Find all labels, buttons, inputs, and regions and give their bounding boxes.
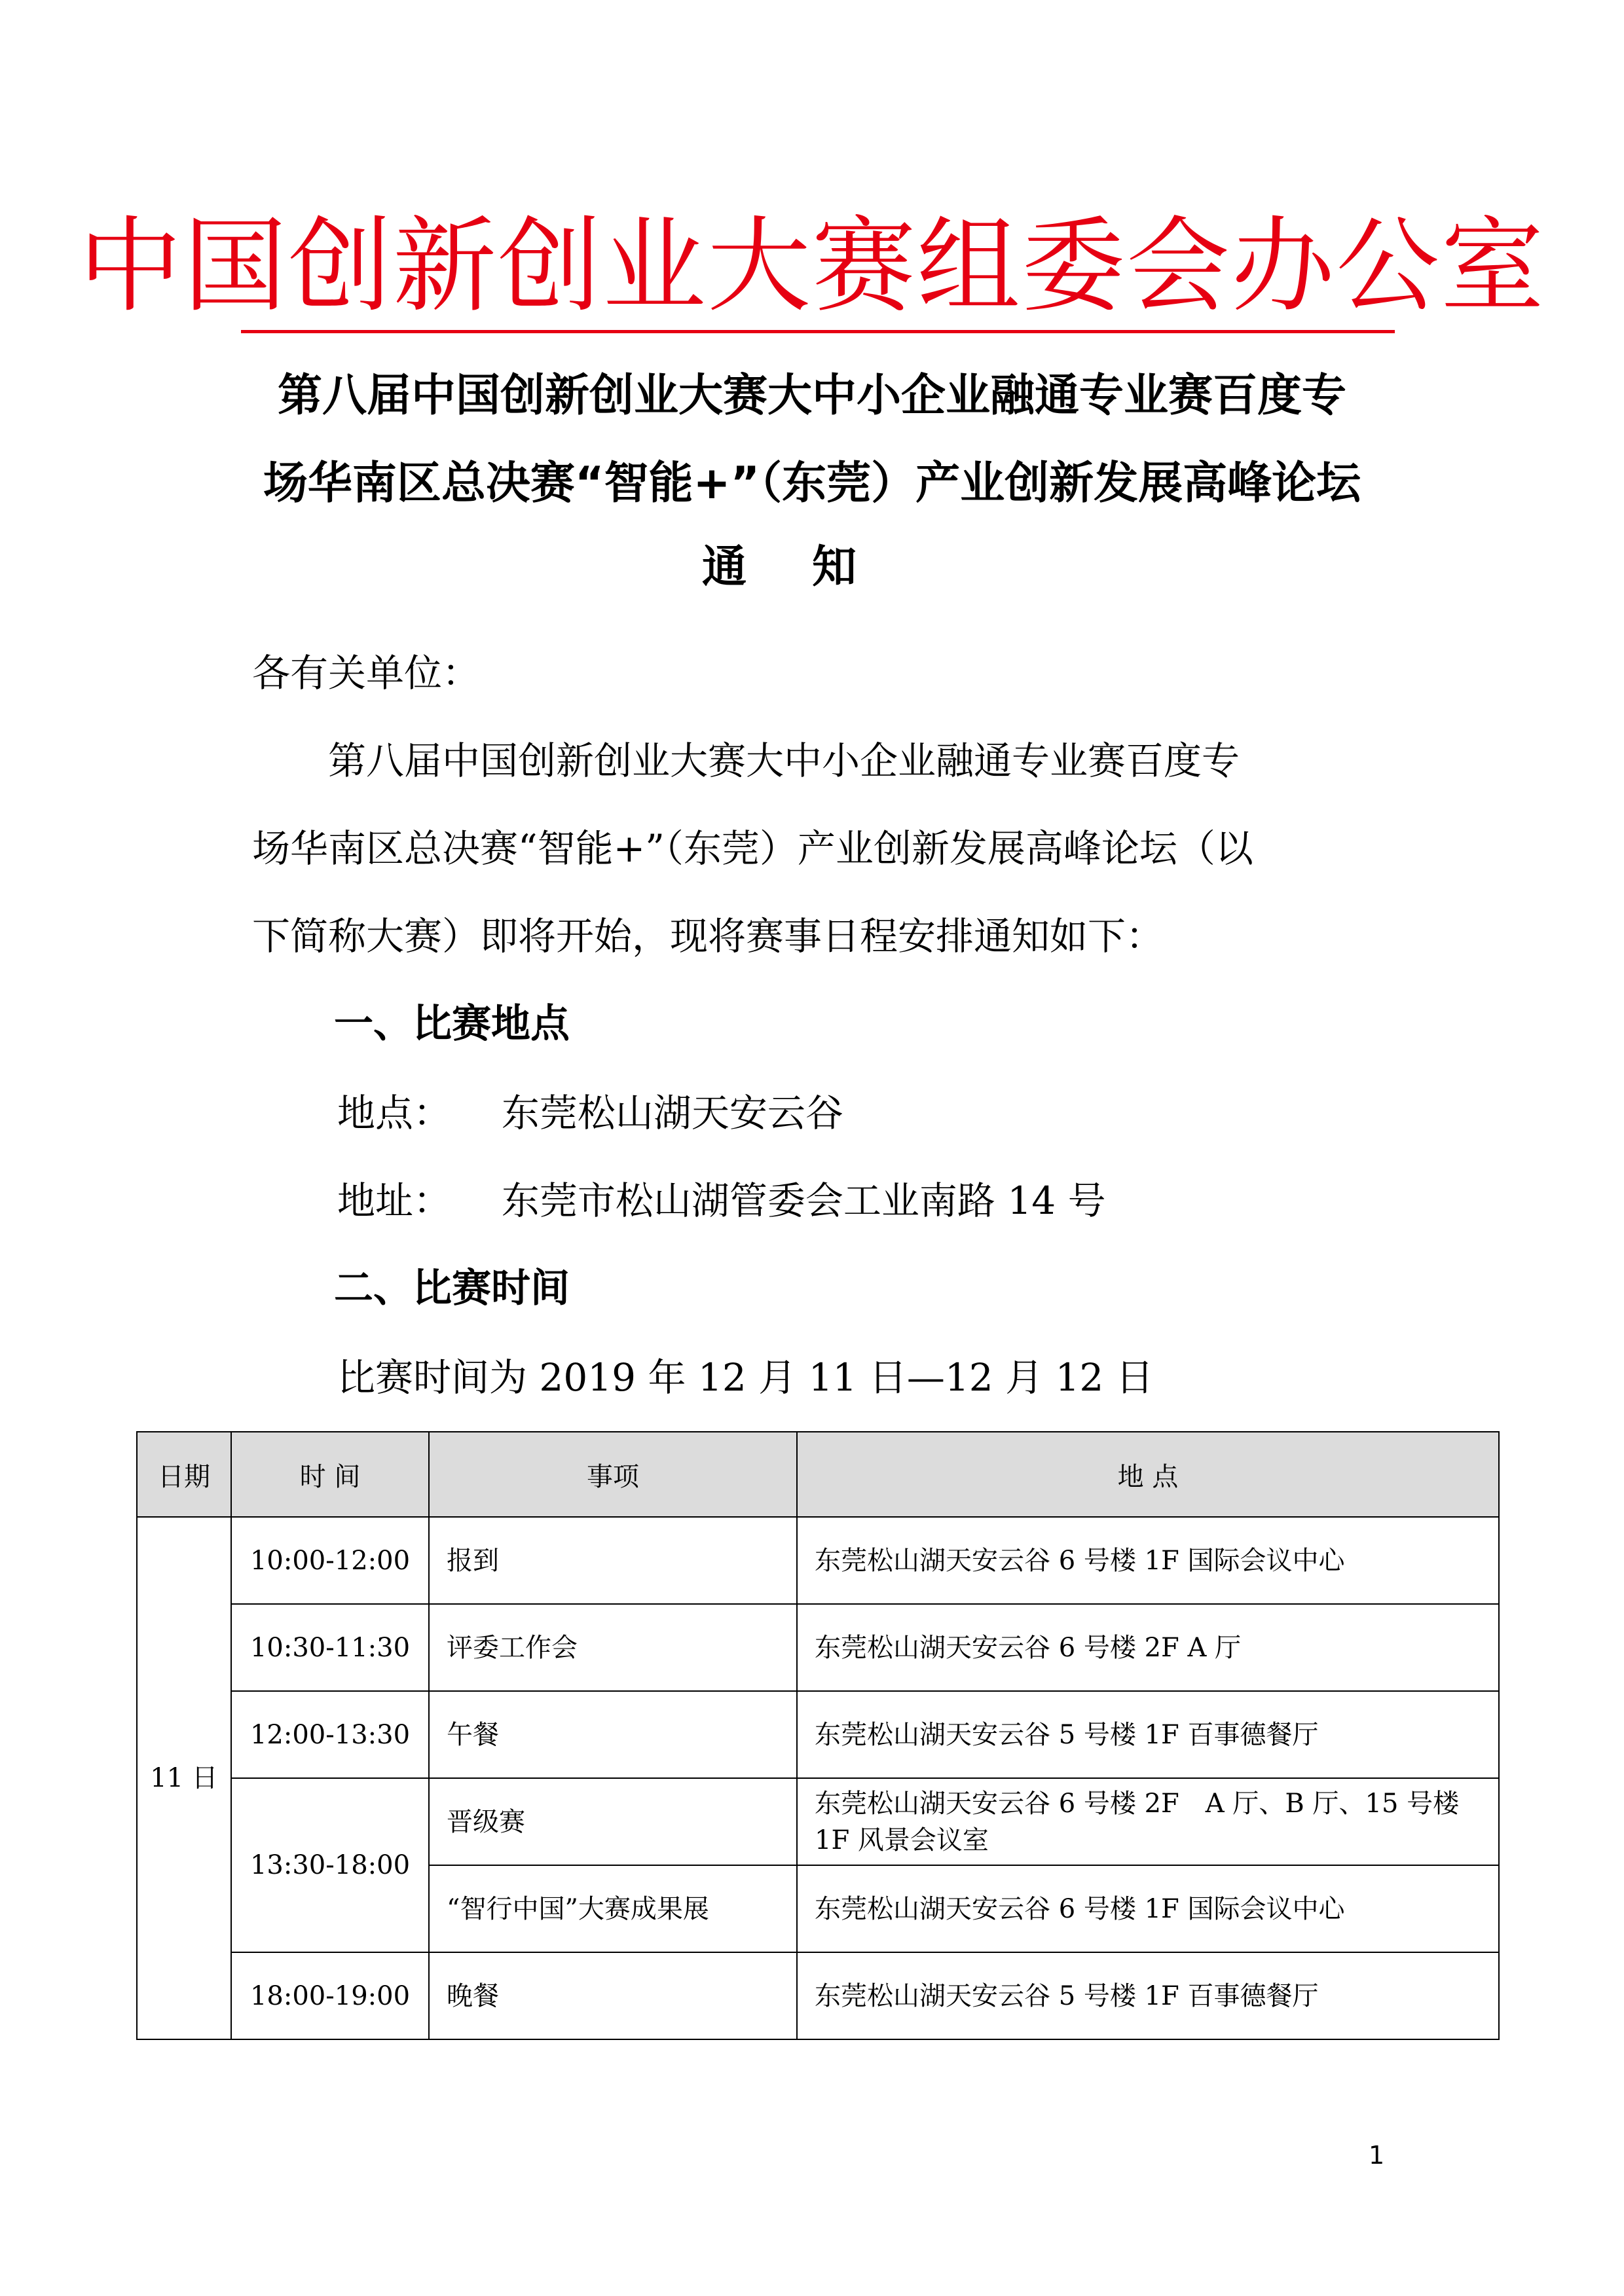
document-title-line-1: 第八届中国创新创业大赛大中小企业融通专业赛百度专: [277, 370, 1346, 422]
place-cell: 东莞松山湖天安云谷 6 号楼 1F 国际会议中心: [797, 1517, 1499, 1604]
place-cell: 东莞松山湖天安云谷 5 号楼 1F 百事德餐厅: [797, 1952, 1499, 2039]
address-label: 地址：: [337, 1178, 452, 1223]
item-cell: “智行中国”大赛成果展: [429, 1865, 797, 1952]
column-header-place: 地 点: [797, 1432, 1499, 1517]
table-header-row: [137, 1432, 1499, 1517]
table-row: [137, 1517, 1499, 1604]
table-row: [137, 1778, 1499, 1865]
page-number: 1: [1369, 2141, 1385, 2170]
intro-line-1: 第八届中国创新创业大赛大中小企业融通专业赛百度专: [252, 738, 1240, 783]
place-cell: 东莞松山湖天安云谷 6 号楼 1F 国际会议中心: [797, 1865, 1499, 1952]
time-cell: 12:00-13:30: [231, 1691, 429, 1778]
table-row: [137, 1691, 1499, 1778]
item-cell: 晚餐: [429, 1952, 797, 2039]
competition-dates: 比赛时间为 2019 年 12 月 11 日—12 月 12 日: [337, 1355, 1154, 1400]
letterhead-title: 中国创新创业大赛组委会办公室: [79, 206, 1545, 327]
letterhead-divider: [241, 330, 1395, 333]
column-header-date: 日期: [137, 1432, 231, 1517]
column-header-time: 时 间: [231, 1432, 429, 1517]
section-heading-time: 二、比赛时间: [334, 1266, 570, 1311]
venue-line: [337, 1087, 1477, 1139]
item-cell: 午餐: [429, 1691, 797, 1778]
place-cell: 东莞松山湖天安云谷 6 号楼 2F A 厅: [797, 1604, 1499, 1691]
day-cell: 11 日: [137, 1517, 231, 2039]
place-cell: 东莞松山湖天安云谷 5 号楼 1F 百事德餐厅: [797, 1691, 1499, 1778]
item-cell: 评委工作会: [429, 1604, 797, 1691]
intro-line-2: 场华南区总决赛“智能+”（东莞）产业创新发展高峰论坛（以: [252, 826, 1253, 871]
table-row: [137, 1604, 1499, 1691]
intro-line-3: 下简称大赛）即将开始，现将赛事日程安排通知如下：: [252, 914, 1164, 958]
item-cell: 晋级赛: [429, 1778, 797, 1865]
place-cell: 东莞松山湖天安云谷 6 号楼 2F A 厅、B 厅、15 号楼 1F 风景会议室: [797, 1778, 1499, 1865]
column-header-item: 事项: [429, 1432, 797, 1517]
venue-label: 地点：: [337, 1091, 452, 1135]
time-cell: 10:00-12:00: [231, 1517, 429, 1604]
section-heading-venue: 一、比赛地点: [334, 1001, 570, 1047]
schedule-table: [136, 1431, 1500, 2040]
table-row: [137, 1952, 1499, 2039]
venue-value: 东莞松山湖天安云谷: [501, 1091, 843, 1135]
document-title-notice: 通知: [701, 541, 922, 593]
time-cell: 10:30-11:30: [231, 1604, 429, 1691]
address-value: 东莞市松山湖管委会工业南路 14 号: [501, 1178, 1106, 1223]
time-cell: 13:30-18:00: [231, 1778, 429, 1952]
time-cell: 18:00-19:00: [231, 1952, 429, 2039]
address-line: [337, 1175, 1477, 1227]
item-cell: 报到: [429, 1517, 797, 1604]
salutation: 各有关单位：: [252, 651, 481, 695]
document-title-line-2: 场华南区总决赛“智能+”（东莞）产业创新发展高峰论坛: [263, 458, 1361, 509]
